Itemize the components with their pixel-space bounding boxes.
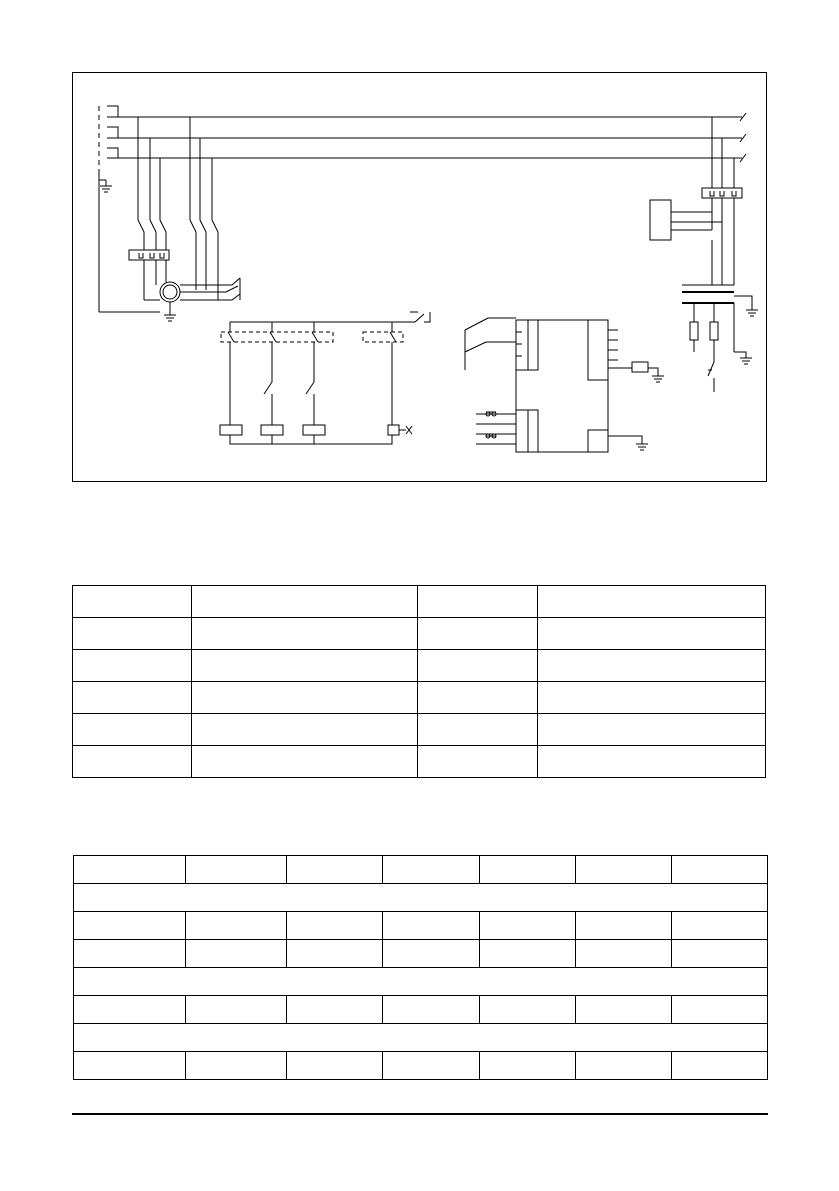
table-cell (73, 682, 192, 714)
table-row (73, 586, 766, 618)
table-cell (287, 856, 383, 884)
table-row (74, 912, 768, 940)
table-cell (287, 912, 383, 940)
table-cell (192, 714, 418, 746)
table-cell (538, 586, 766, 618)
table-cell (672, 940, 768, 968)
controller-block (465, 318, 664, 452)
group-label (74, 968, 768, 996)
supply-bus (107, 106, 746, 162)
table-row (74, 996, 768, 1024)
table-cell (576, 996, 672, 1024)
table-cell (480, 856, 576, 884)
table-cell (576, 940, 672, 968)
table-cell (186, 996, 287, 1024)
table-cell (74, 1052, 186, 1080)
table-cell (73, 586, 192, 618)
table-cell (383, 856, 480, 884)
table-cell (287, 1052, 383, 1080)
table-cell (186, 912, 287, 940)
table-cell (418, 650, 538, 682)
table-cell (672, 912, 768, 940)
table-cell (383, 996, 480, 1024)
table-cell (480, 1052, 576, 1080)
group-row (74, 884, 768, 912)
group-row (74, 968, 768, 996)
left-feeder-switch (138, 117, 166, 250)
table-cell (576, 912, 672, 940)
table-cell (383, 1052, 480, 1080)
table-cell (418, 586, 538, 618)
table-cell (192, 682, 418, 714)
motor-symbol (160, 282, 180, 321)
tap-feeder (650, 117, 742, 285)
schematic-frame (73, 73, 767, 482)
table-row (74, 856, 768, 884)
table-cell (287, 996, 383, 1024)
table-cell (73, 714, 192, 746)
control-circuit (220, 312, 430, 444)
table-cell (192, 586, 418, 618)
right-feeder-switch (180, 117, 240, 300)
table-cell (186, 940, 287, 968)
table-cell (538, 746, 766, 778)
table-row (73, 714, 766, 746)
table-row (74, 940, 768, 968)
table-cell (287, 940, 383, 968)
transformer-symbol (682, 285, 758, 392)
table-cell (538, 714, 766, 746)
wiring-schematic (0, 0, 839, 500)
table-row (73, 650, 766, 682)
table-row (73, 746, 766, 778)
table-cell (672, 856, 768, 884)
footer-rule (72, 1113, 768, 1115)
pe-conductor (99, 106, 160, 312)
table-cell (73, 650, 192, 682)
table-cell (576, 1052, 672, 1080)
table-cell (192, 618, 418, 650)
table-cell (576, 856, 672, 884)
table-row (73, 618, 766, 650)
table-cell (186, 856, 287, 884)
table-cell (383, 940, 480, 968)
table-row (74, 1052, 768, 1080)
table-cell (538, 682, 766, 714)
table-cell (538, 650, 766, 682)
group-label (74, 884, 768, 912)
table-cell (73, 618, 192, 650)
table-row (73, 682, 766, 714)
table-cell (538, 618, 766, 650)
table-cell (480, 996, 576, 1024)
table-cell (192, 746, 418, 778)
table-cell (418, 618, 538, 650)
table-cell (73, 746, 192, 778)
table-cell (74, 996, 186, 1024)
table-cell (672, 996, 768, 1024)
group-row (74, 1024, 768, 1052)
group-label (74, 1024, 768, 1052)
table-cell (192, 650, 418, 682)
table-cell (480, 912, 576, 940)
table-cell (74, 856, 186, 884)
table-cell (418, 714, 538, 746)
table-cell (383, 912, 480, 940)
ground-symbol (100, 180, 112, 192)
table-cell (418, 746, 538, 778)
parts-table (72, 585, 766, 778)
table-cell (418, 682, 538, 714)
data-table (73, 855, 768, 1080)
table-cell (74, 940, 186, 968)
table-cell (672, 1052, 768, 1080)
table-cell (480, 940, 576, 968)
table-cell (74, 912, 186, 940)
table-cell (186, 1052, 287, 1080)
